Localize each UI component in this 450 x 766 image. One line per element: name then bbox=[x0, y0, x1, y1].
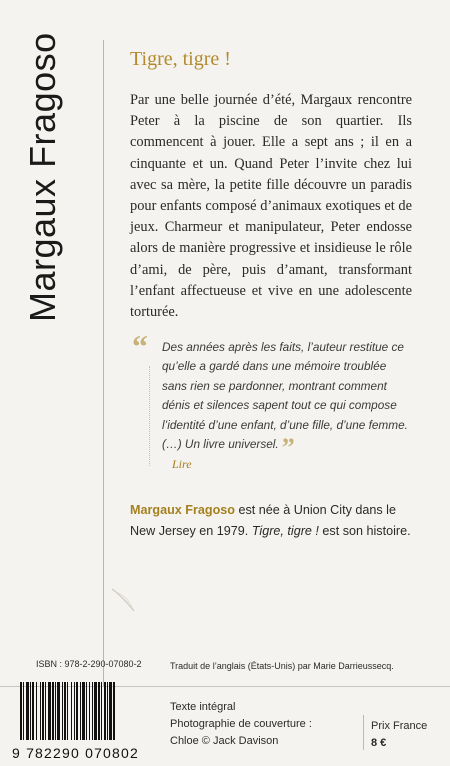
press-quote bbox=[162, 338, 412, 463]
price-divider bbox=[363, 715, 364, 750]
author-bio-title: Tigre, tigre ! bbox=[251, 524, 319, 538]
credits-line-full-text: Texte intégral bbox=[170, 701, 236, 713]
open-quote-icon: “ bbox=[132, 328, 148, 364]
credits-line-photo: Photographie de couverture : bbox=[170, 718, 312, 730]
author-bio bbox=[130, 500, 415, 542]
translation-credit: Traduit de l’anglais (États-Unis) par Marie Darrieussecq. bbox=[170, 661, 394, 671]
isbn-number: ISBN : 978-2-290-07080-2 bbox=[36, 659, 142, 669]
credits-line-photographer: Chloe © Jack Davison bbox=[170, 735, 279, 747]
quote-rule bbox=[149, 366, 150, 466]
feather-mark bbox=[108, 585, 148, 615]
synopsis-paragraph: Par une belle journée d’été, Margaux rencontre Peter à la piscine de son quartier. Ils commencent à jouer. Elle a sept ans ; il en a cinquante et un. Quand Peter l’invite chez lui avec sa mère, la petite fille découvre un paradis pour enfants composé d’animaux exotiques et de jeux. Charmeur et manipulateur, Peter endosse alors de manière progressive et insidieuse le rôle d’ami, de père, puis d’amant, transformant l’enfant affectueuse et vive en une adolescente torturée. bbox=[130, 92, 412, 321]
close-quote-icon: ” bbox=[281, 433, 295, 463]
press-quote-text: Des années après les faits, l’auteur restitue ce qu’elle a gardé dans une mémoire troublée sans rien se pardonner, montrant comment dénis et silences sapent tout ce qui compose l’identité d’une enfant, d’une fille, d’une femme. (…) Un livre universel. bbox=[162, 340, 408, 452]
author-bio-name: Margaux Fragoso bbox=[130, 503, 235, 517]
author-bio-text-end: est son histoire. bbox=[318, 524, 411, 538]
quote-source: Lire bbox=[172, 457, 192, 471]
barcode-icon bbox=[18, 682, 164, 740]
spine-author-name: Margaux Fragoso bbox=[22, 32, 63, 322]
spine-divider bbox=[103, 40, 104, 686]
book-title: Tigre, tigre ! bbox=[130, 48, 231, 70]
price-label: Prix France bbox=[371, 720, 428, 732]
price-amount: 8 € bbox=[371, 737, 387, 749]
author-bio-text: est née à Union City dans le New Jersey en 1979. bbox=[130, 503, 396, 538]
barcode-digits: 9 782290 070802 bbox=[12, 745, 139, 761]
price-block bbox=[371, 718, 427, 752]
cover-credits bbox=[170, 699, 312, 750]
